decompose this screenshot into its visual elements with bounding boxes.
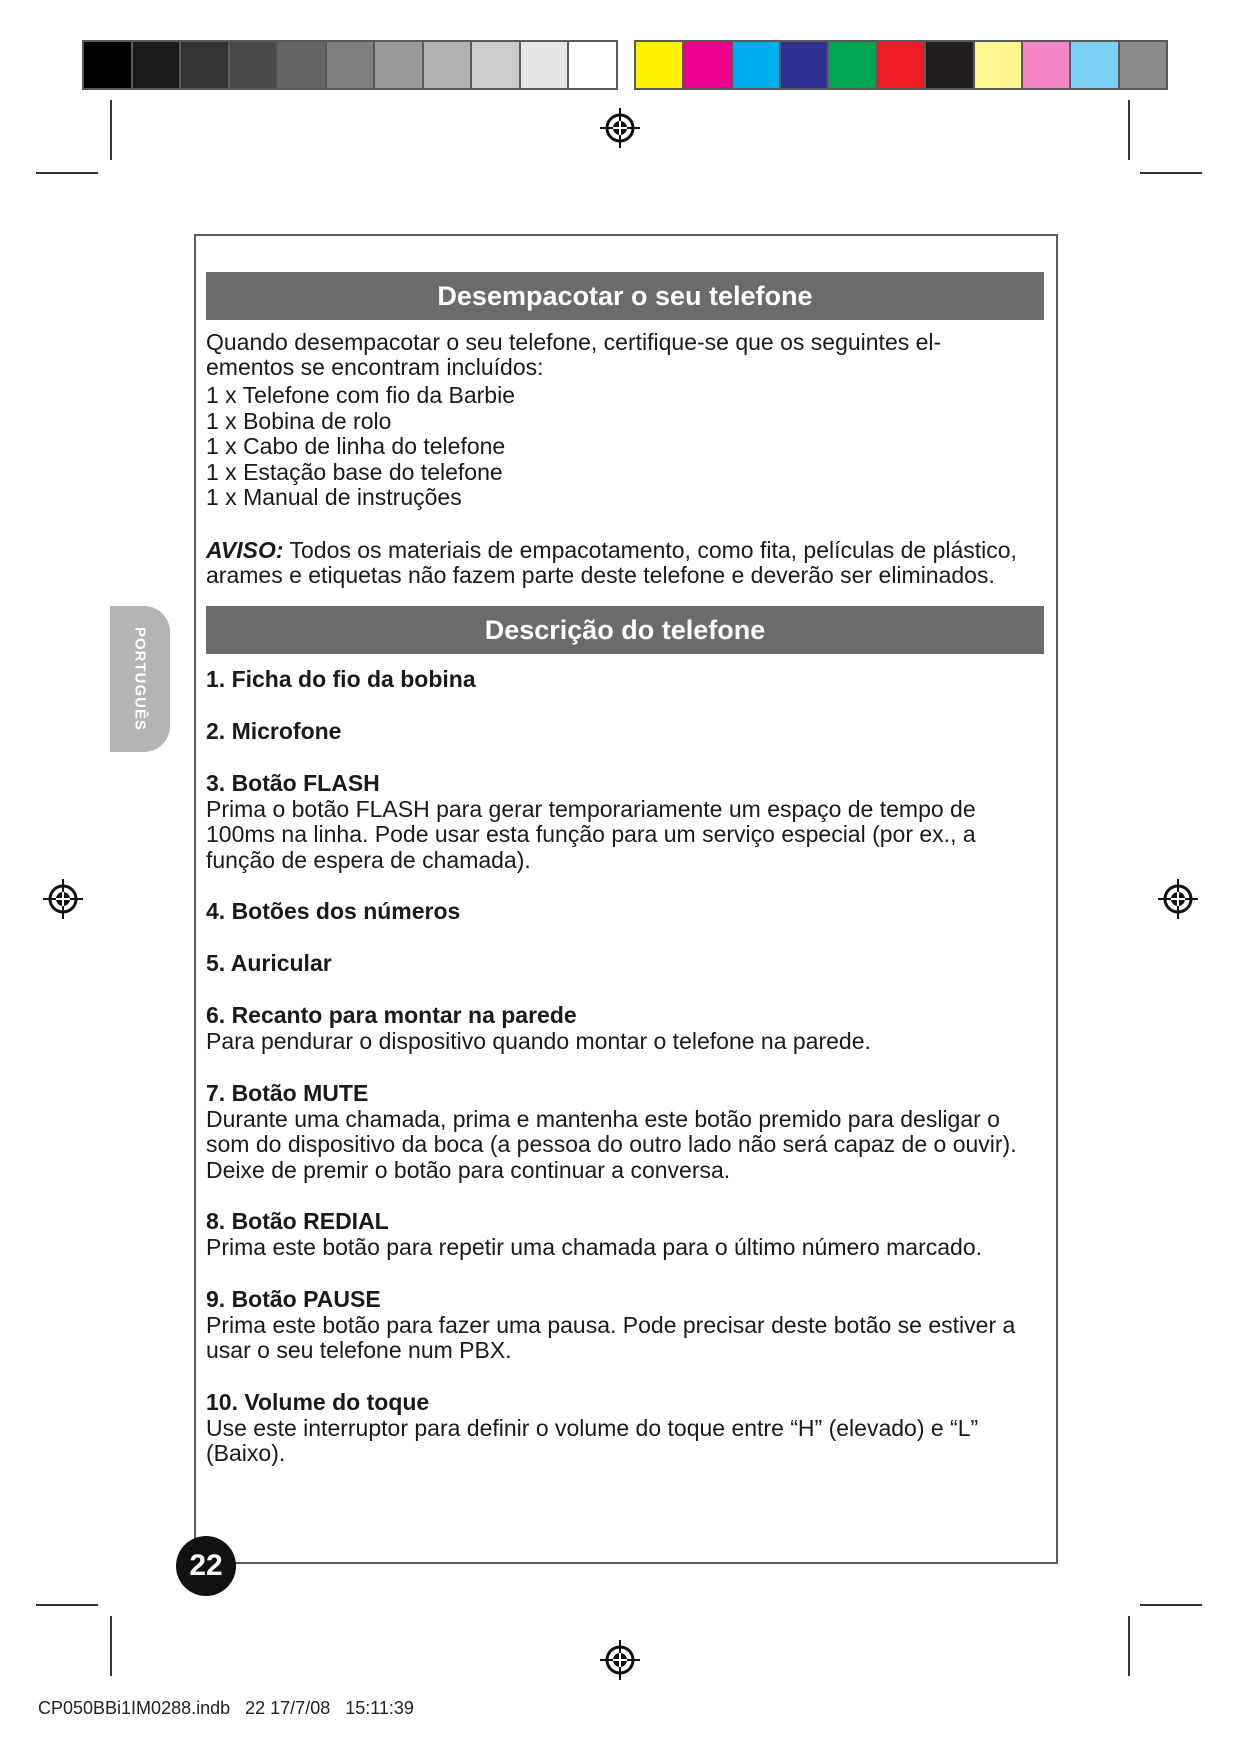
language-side-tab	[110, 606, 170, 752]
crop-mark	[1128, 1616, 1130, 1676]
color-swatch	[424, 42, 473, 88]
unpack-intro-text: Quando desempacotar o seu telefone, certifique-se que os seguintes el- ementos se encontram incluídos:	[206, 329, 942, 380]
grayscale-color-bar	[82, 40, 618, 90]
color-swatch	[781, 42, 829, 88]
color-swatch	[636, 42, 684, 88]
list-item: 1 x Estação base do telefone	[206, 458, 503, 485]
color-swatch	[472, 42, 521, 88]
crop-mark	[36, 172, 98, 174]
color-swatch	[1120, 42, 1166, 88]
color-swatch	[181, 42, 230, 88]
color-swatch	[230, 42, 279, 88]
section-header-unpack: Desempacotar o seu telefone	[206, 272, 1044, 320]
color-swatch	[375, 42, 424, 88]
item-title: 10. Volume do toque	[206, 1388, 430, 1415]
crop-mark	[110, 100, 112, 160]
item-description: Durante uma chamada, prima e mantenha este botão premido para desligar o som do dispositivo da boca (a pessoa do outro lado não será capaz de o ouvir). Deixe de premir o botão para continuar a conversa.	[206, 1105, 1017, 1183]
color-swatch	[975, 42, 1023, 88]
color-swatch	[878, 42, 926, 88]
item-description: Prima o botão FLASH para gerar temporariamente um espaço de tempo de 100ms na linha. Pode usar esta função para um serviço especial (por ex., a função de espera de chamada).	[206, 795, 976, 873]
color-swatch	[1023, 42, 1071, 88]
item-title: 4. Botões dos números	[206, 898, 461, 924]
description-item	[206, 950, 1044, 977]
item-description: Use este interruptor para definir o volume do toque entre “H” (elevado) e “L” (Baixo).	[206, 1414, 979, 1466]
registration-mark-icon	[1156, 877, 1200, 921]
list-item: 1 x Cabo de linha do telefone	[206, 433, 506, 459]
registration-mark-icon	[598, 1638, 642, 1682]
description-item	[206, 1002, 1044, 1055]
crop-mark	[1128, 100, 1130, 160]
description-item	[206, 1080, 1044, 1184]
package-contents-list	[206, 383, 1044, 511]
color-swatch	[327, 42, 376, 88]
description-item	[206, 1389, 1044, 1467]
color-swatch	[84, 42, 133, 88]
cmyk-color-bar	[634, 40, 1168, 90]
description-item	[206, 718, 1044, 745]
color-swatch	[1071, 42, 1119, 88]
description-item	[206, 666, 1044, 693]
warning-text: Todos os materiais de empacotamento, como fita, películas de plástico, arames e etiquetas não fazem parte deste telefone e deverão ser eliminados.	[206, 536, 1017, 588]
list-item: 1 x Telefone com fio da Barbie	[206, 382, 515, 408]
description-item	[206, 898, 1044, 925]
color-swatch	[133, 42, 182, 88]
item-description: Para pendurar o dispositivo quando montar o telefone na parede.	[206, 1028, 871, 1054]
section-header-description: Descrição do telefone	[206, 606, 1044, 654]
item-title: 5. Auricular	[206, 950, 332, 976]
page-content	[206, 272, 1044, 1492]
list-item: 1 x Bobina de rolo	[206, 407, 392, 434]
color-swatch	[829, 42, 877, 88]
description-item	[206, 770, 1044, 874]
item-title: 8. Botão REDIAL	[206, 1208, 389, 1234]
item-title: 3. Botão FLASH	[206, 769, 380, 796]
registration-mark-icon	[41, 877, 85, 921]
description-item	[206, 1208, 1044, 1261]
item-title: 6. Recanto para montar na parede	[206, 1002, 577, 1028]
print-slug: CP050BBi1IM0288.indb 22 17/7/08 15:11:39	[38, 1698, 414, 1718]
language-label: PORTUGUÊS	[131, 626, 149, 732]
crop-mark	[110, 1616, 112, 1676]
color-swatch	[521, 42, 570, 88]
page-number: 22	[176, 1536, 236, 1596]
warning-paragraph	[206, 538, 1044, 588]
item-title: 7. Botão MUTE	[206, 1079, 369, 1106]
unpack-intro	[206, 330, 1044, 380]
color-swatch	[684, 42, 732, 88]
color-swatch	[569, 42, 616, 88]
item-title: 9. Botão PAUSE	[206, 1285, 381, 1312]
list-item: 1 x Manual de instruções	[206, 484, 462, 510]
color-swatch	[926, 42, 974, 88]
crop-mark	[1140, 1604, 1202, 1606]
warning-label: AVISO:	[206, 536, 284, 563]
color-swatch	[733, 42, 781, 88]
item-description: Prima este botão para repetir uma chamada para o último número marcado.	[206, 1234, 983, 1260]
item-title: 2. Microfone	[206, 717, 342, 744]
description-item	[206, 1286, 1044, 1364]
registration-mark-icon	[598, 106, 642, 150]
crop-mark	[36, 1604, 98, 1606]
color-swatch	[278, 42, 327, 88]
item-description: Prima este botão para fazer uma pausa. Pode precisar deste botão se estiver a usar o seu telefone num PBX.	[206, 1311, 1016, 1363]
description-list	[206, 666, 1044, 1467]
crop-mark	[1140, 172, 1202, 174]
item-title: 1. Ficha do fio da bobina	[206, 665, 476, 692]
